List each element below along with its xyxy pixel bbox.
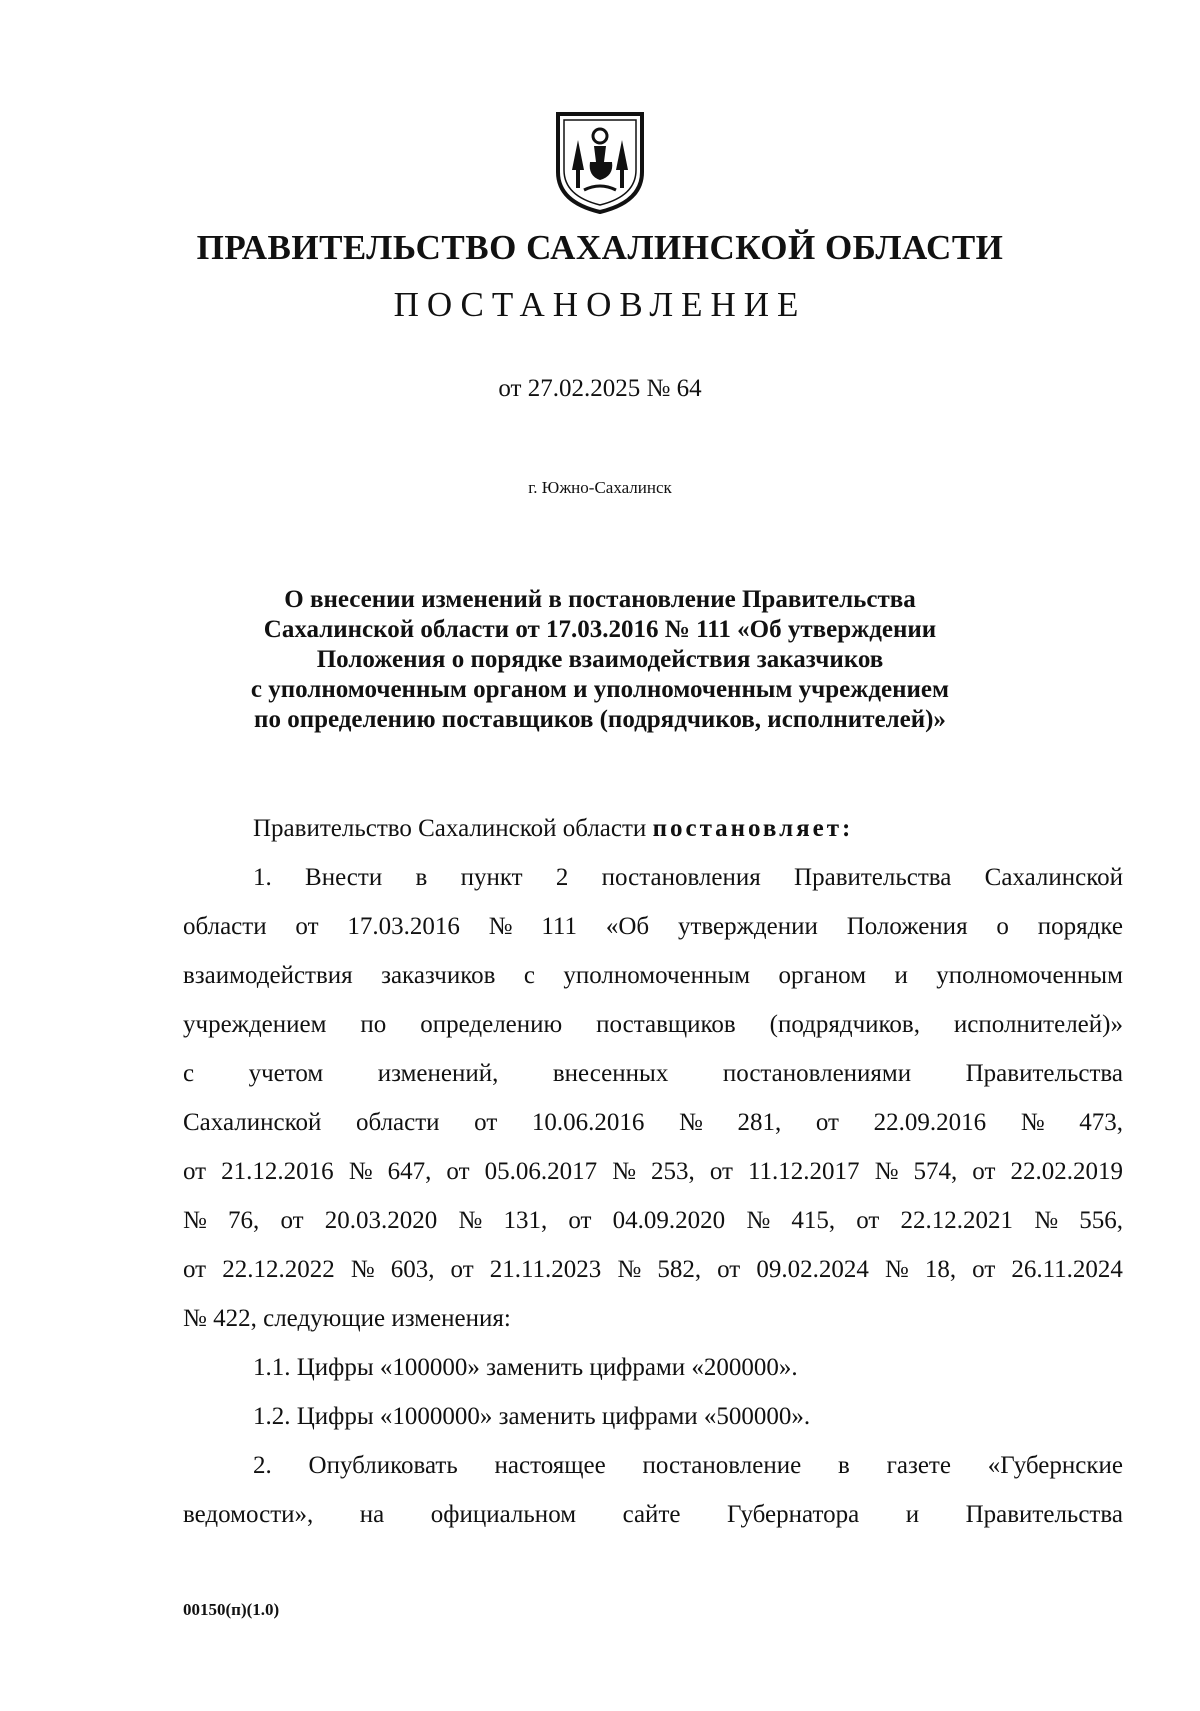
word: области — [355, 1109, 440, 1136]
word: настоящее — [494, 1452, 606, 1479]
word: от — [709, 1158, 733, 1185]
word: № — [679, 1109, 703, 1136]
document-city: г. Южно-Сахалинск — [528, 478, 672, 497]
word: газете — [886, 1452, 951, 1479]
word: № — [350, 1256, 375, 1283]
word: официальном — [430, 1501, 577, 1528]
word: постановления — [601, 864, 761, 891]
document-date-number: от 27.02.2025 № 64 — [498, 375, 702, 402]
preamble-emphasis: постановляет: — [652, 815, 854, 842]
document-title-line: Сахалинской области от 17.03.2016 № 111 «Об утверждении — [263, 616, 937, 643]
word: заказчиков — [381, 962, 496, 989]
paragraph-line — [183, 951, 1123, 1000]
word: Внести — [305, 864, 383, 891]
word: от — [280, 1207, 304, 1234]
word: органом — [778, 962, 867, 989]
word: 131, — [503, 1207, 548, 1234]
word: 415, — [791, 1207, 836, 1234]
paragraph-line — [183, 1441, 1123, 1490]
word: Правительства — [794, 864, 952, 891]
word: 05.06.2017 — [484, 1158, 598, 1185]
word: учетом — [248, 1060, 324, 1087]
word: Правительства — [965, 1060, 1123, 1087]
word: постановлениями — [722, 1060, 912, 1087]
word: 647, — [387, 1158, 432, 1185]
word: уполномоченным — [936, 962, 1123, 989]
document-body — [183, 804, 1123, 1539]
word: «Об — [605, 913, 650, 940]
word: 2. — [253, 1452, 272, 1479]
word: 10.06.2016 — [531, 1109, 645, 1136]
word: уполномоченным — [563, 962, 751, 989]
document-title-line: Положения о порядке взаимодействия заказчиков — [316, 646, 884, 673]
word: сайте — [622, 1501, 681, 1528]
word: Сахалинской — [984, 864, 1123, 891]
word: о — [996, 913, 1009, 940]
word: от — [446, 1158, 470, 1185]
word: области — [183, 913, 267, 940]
paragraph-line — [183, 1490, 1123, 1539]
word: 556, — [1079, 1207, 1123, 1234]
word: 22.12.2022 — [222, 1256, 335, 1283]
coat-of-arms-icon — [554, 110, 646, 214]
item-1-1: 1.1. Цифры «100000» заменить цифрами «200000». — [253, 1354, 798, 1381]
word: № — [488, 913, 513, 940]
word: 111 — [541, 913, 578, 940]
document-title-line: по определению поставщиков (подрядчиков, исполнителей)» — [254, 706, 946, 733]
word: изменений, — [377, 1060, 499, 1087]
word: в — [837, 1452, 850, 1479]
word: от — [474, 1109, 498, 1136]
paragraph-line — [183, 1000, 1123, 1049]
paragraph-line — [183, 1245, 1123, 1294]
word: № — [1020, 1109, 1045, 1136]
word: определению — [420, 1011, 563, 1038]
word: пункт — [460, 864, 523, 891]
word: с — [523, 962, 535, 989]
word: 76, — [228, 1207, 260, 1234]
word: учреждением — [183, 1011, 327, 1038]
paragraph-1 — [183, 853, 1123, 1294]
word: 26.11.2024 — [1011, 1256, 1123, 1283]
word: Губернатора — [726, 1501, 860, 1528]
word: от — [183, 1158, 207, 1185]
footer-form-code: 00150(п)(1.0) — [183, 1600, 280, 1619]
word: по — [360, 1011, 387, 1038]
word: от — [450, 1256, 474, 1283]
word: внесенных — [552, 1060, 669, 1087]
word: № — [612, 1158, 636, 1185]
document-title-line: с уполномоченным органом и уполномоченным учреждением — [250, 676, 950, 703]
word: № — [874, 1158, 899, 1185]
word: в — [415, 864, 428, 891]
paragraph-line — [183, 853, 1123, 902]
word: № — [1034, 1207, 1059, 1234]
word: постановление — [642, 1452, 802, 1479]
word: 473, — [1079, 1109, 1123, 1136]
word: (подрядчиков, — [769, 1011, 920, 1038]
word: 09.02.2024 — [756, 1256, 869, 1283]
paragraph-line — [183, 1196, 1123, 1245]
word: 20.03.2020 — [324, 1207, 438, 1234]
word: 603, — [390, 1256, 435, 1283]
word: № — [348, 1158, 373, 1185]
word: от — [183, 1256, 207, 1283]
word: 22.12.2021 — [900, 1207, 1014, 1234]
word: от — [568, 1207, 592, 1234]
word: и — [905, 1501, 920, 1528]
word: от — [972, 1256, 996, 1283]
word: 582, — [657, 1256, 702, 1283]
word: от — [295, 913, 319, 940]
word: 22.02.2019 — [1010, 1158, 1123, 1185]
word: от — [717, 1256, 741, 1283]
word: и — [894, 962, 908, 989]
word: № — [617, 1256, 642, 1283]
word: Положения — [846, 913, 968, 940]
word: 04.09.2020 — [612, 1207, 726, 1234]
word: 18, — [924, 1256, 957, 1283]
word: Опубликовать — [308, 1452, 458, 1479]
government-name: ПРАВИТЕЛЬСТВО САХАЛИНСКОЙ ОБЛАСТИ — [196, 228, 1004, 267]
word: 21.11.2023 — [489, 1256, 602, 1283]
word: 281, — [737, 1109, 782, 1136]
word: № — [458, 1207, 483, 1234]
word: 21.12.2016 — [221, 1158, 334, 1185]
word: 11.12.2017 — [747, 1158, 860, 1185]
word: от — [856, 1207, 880, 1234]
item-1-2: 1.2. Цифры «1000000» заменить цифрами «500000». — [253, 1403, 811, 1430]
paragraph-line — [183, 1147, 1123, 1196]
document-title — [0, 585, 1200, 735]
document-title-line: О внесении изменений в постановление Правительства — [284, 586, 916, 613]
word: Сахалинской — [183, 1109, 322, 1136]
document-type: ПОСТАНОВЛЕНИЕ — [393, 285, 807, 324]
word: поставщиков — [596, 1011, 736, 1038]
word: 253, — [651, 1158, 695, 1185]
paragraph-2 — [183, 1441, 1123, 1539]
word: утверждении — [677, 913, 818, 940]
word: на — [359, 1501, 385, 1528]
paragraph-line — [183, 902, 1123, 951]
word: № — [884, 1256, 909, 1283]
word: 17.03.2016 — [347, 913, 460, 940]
paragraph-line — [183, 1098, 1123, 1147]
word: ведомости», — [183, 1501, 314, 1528]
word: от — [972, 1158, 996, 1185]
paragraph-line — [183, 1049, 1123, 1098]
preamble-text: Правительство Сахалинской области — [253, 815, 647, 842]
word: № — [183, 1207, 207, 1234]
word: «Губернские — [987, 1452, 1123, 1479]
word: порядке — [1037, 913, 1123, 940]
word: 1. — [253, 864, 272, 891]
word: № — [746, 1207, 771, 1234]
word: взаимодействия — [183, 962, 353, 989]
word: исполнителей)» — [953, 1011, 1123, 1038]
paragraph-1-last-line: № 422, следующие изменения: — [183, 1305, 511, 1332]
preamble — [183, 804, 1123, 853]
word: от — [815, 1109, 839, 1136]
word: 22.09.2016 — [873, 1109, 987, 1136]
word: 574, — [913, 1158, 958, 1185]
word: с — [183, 1060, 195, 1087]
word: 2 — [555, 864, 569, 891]
word: Правительства — [965, 1501, 1123, 1528]
